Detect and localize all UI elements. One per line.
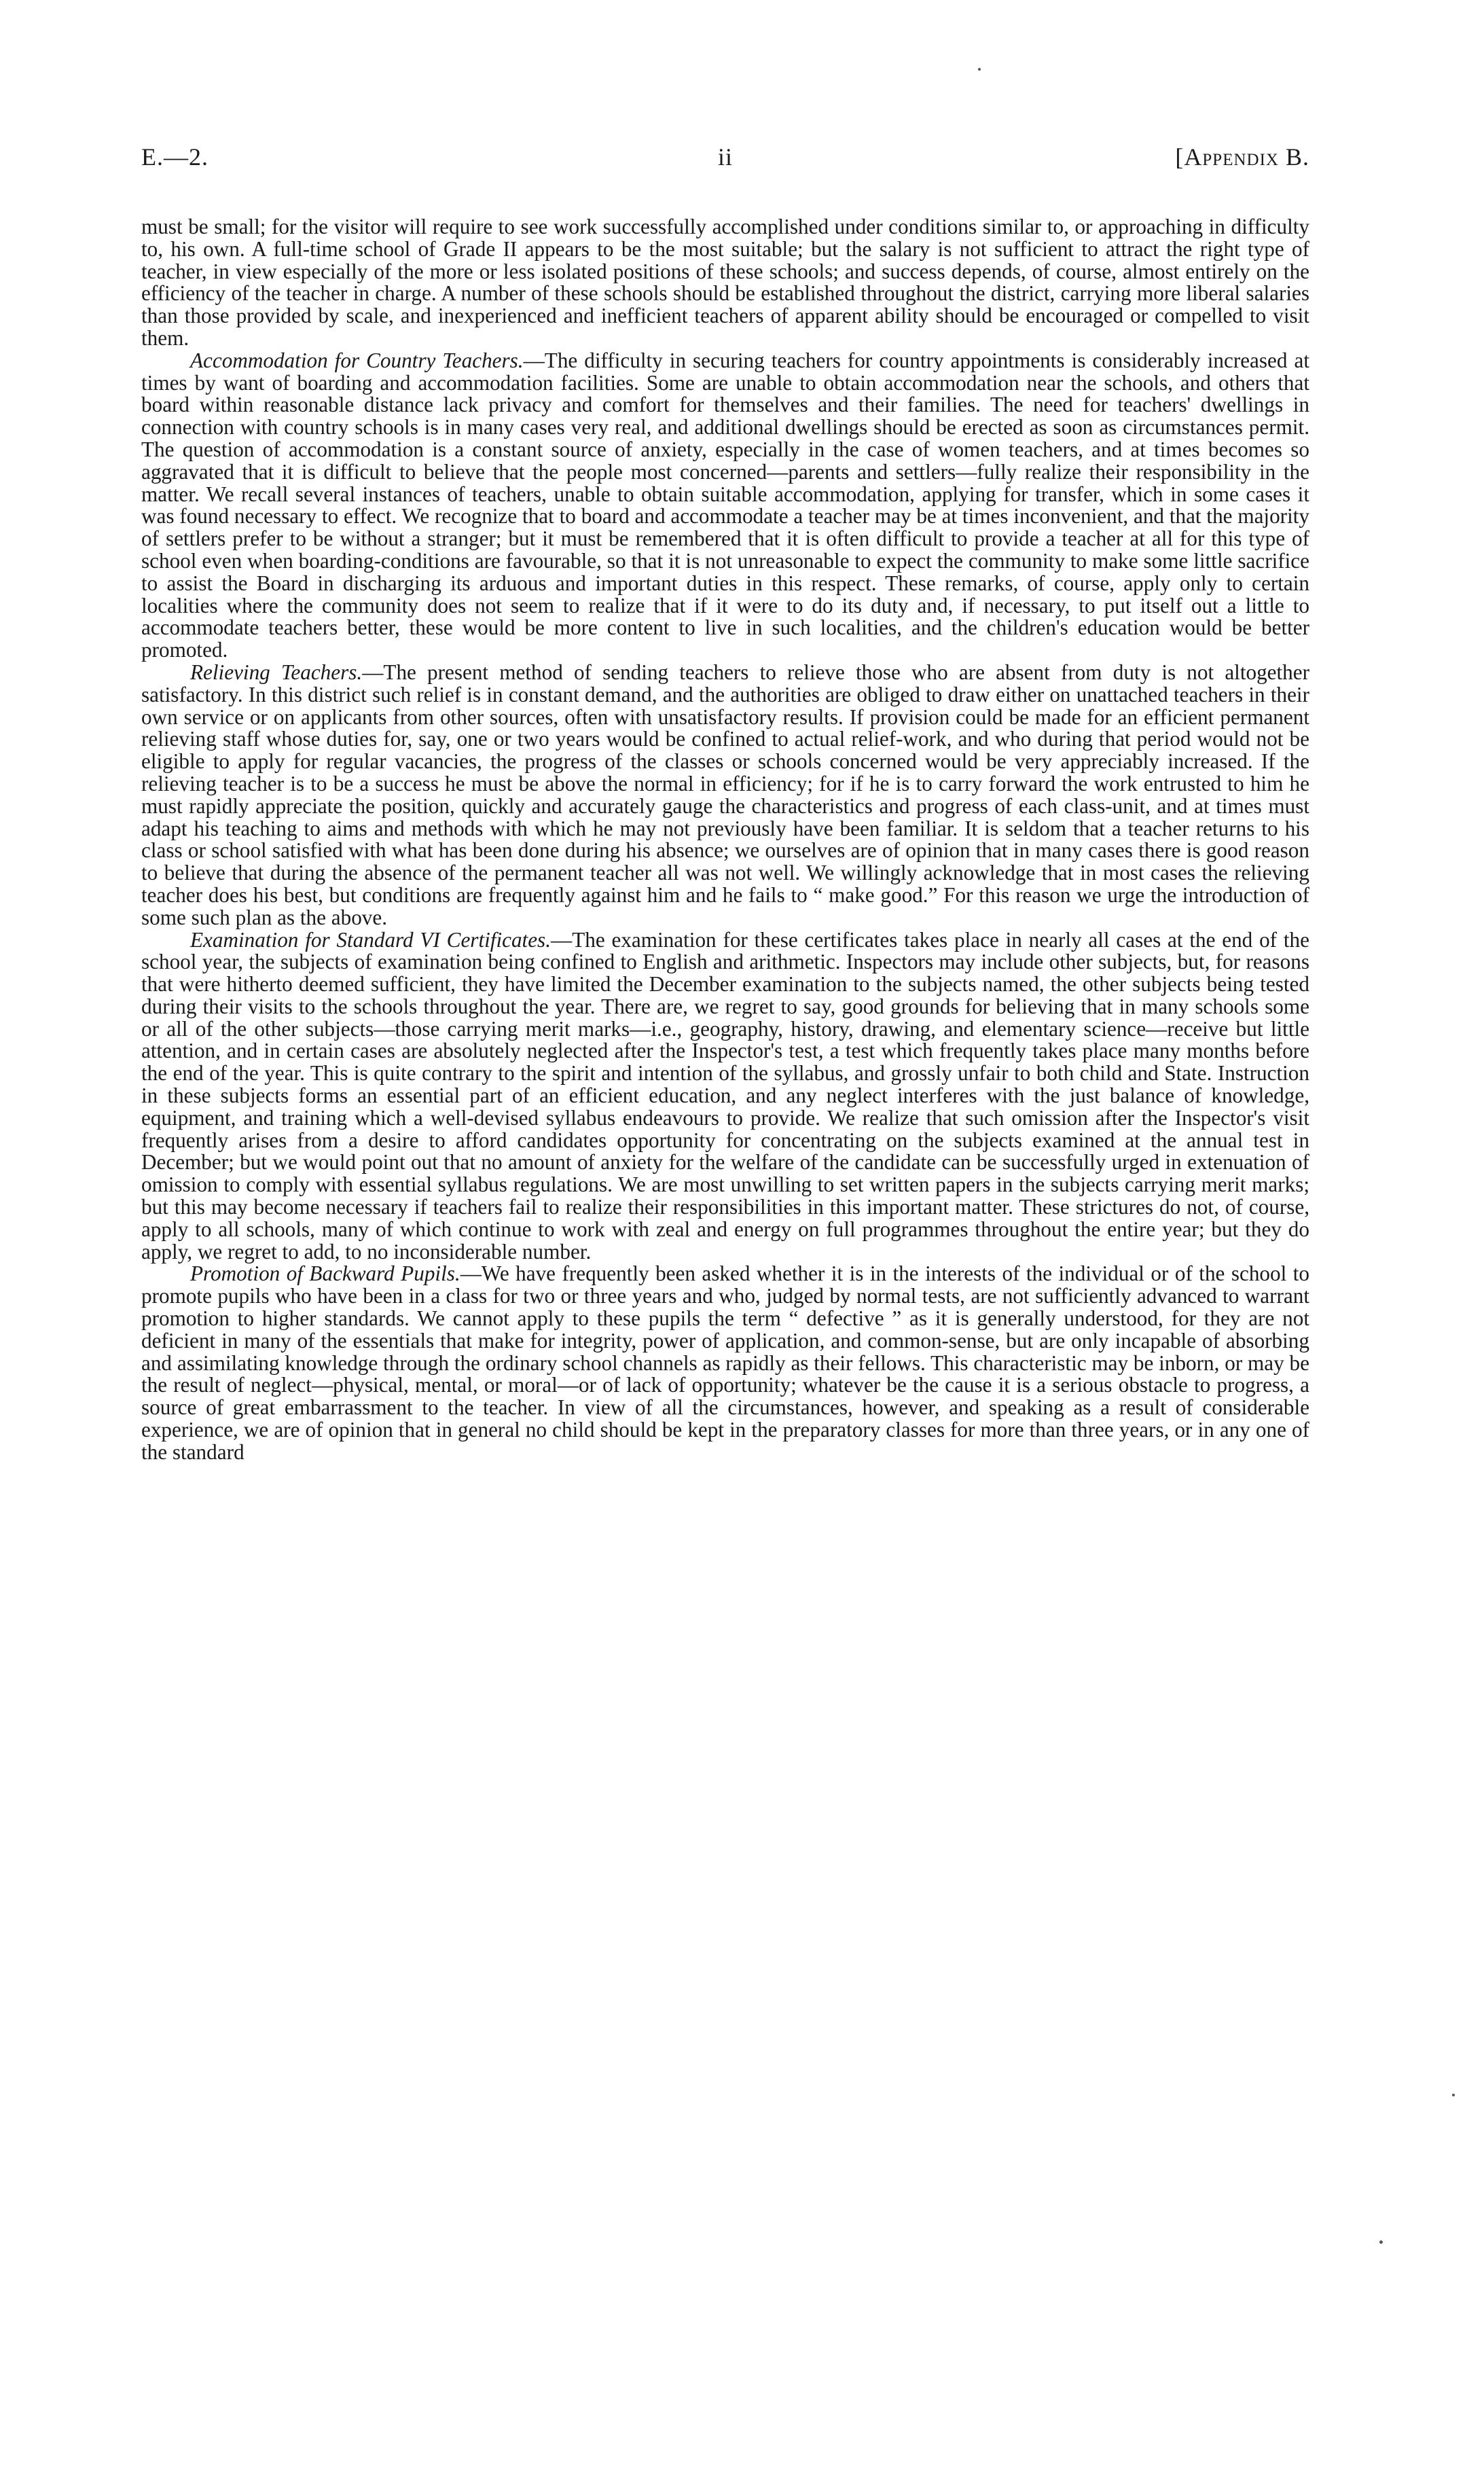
page-number: ii [717, 143, 733, 171]
paragraph-heading: Relieving Teachers. [190, 660, 363, 684]
page-header [141, 143, 1309, 190]
scan-speck [1379, 2240, 1383, 2244]
paragraph-continuation [141, 216, 1309, 350]
scan-speck [1452, 2094, 1455, 2096]
paragraph-text: —The present method of sending teachers to relieve those who are absent from duty is not altogether satisfactory. In this district such relief is in constant demand, and the authorities are obliged to draw either on unattached teachers in their own service or on applicants from other sources, often with unsatisfactory results. If provision could be made for an efficient permanent relieving staff whose duties for, say, one or two years would be confined to actual relief-work, and who during that period would not be eligible to apply for regular vacancies, the progress of the classes or schools concerned would be very appreciably increased. If the relieving teacher is to be a success he must be above the normal in efficiency; for if he is to carry forward the work entrusted to him he must rapidly appreciate the position, quickly and accurately gauge the characteristics and progress of each class-unit, and at times must adapt his teaching to aims and methods with which he may not previously have been familiar. It is seldom that a teacher returns to his class or school satisfied with what has been done during his absence; we ourselves are of opinion that in many cases there is good reason to believe that during the absence of the permanent teacher all was not well. We willingly acknowledge that in most cases the relieving teacher does his best, but conditions are frequently against him and he fails to “ make good.” For this reason we urge the introduction of some such plan as the above. [141, 660, 1310, 929]
paragraph-text: —We have frequently been asked whether it is in the interests of the individual or of the school to promote pupils who have been in a class for two or three years and who, judged by normal tests, are not sufficiently advanced to warrant promotion to higher standards. We cannot apply to these pupils the term “ defective ” as it is generally understood, for they are not deficient in many of the essentials that make for integrity, power of application, and common-sense, but are only incapable of absorbing and assimilating knowledge through the ordinary school channels as rapidly as their fellows. This characteristic may be inborn, or may be the result of neglect—physical, mental, or moral—or of lack of opportunity; whatever be the cause it is a serious obstacle to progress, a source of great embarrassment to the teacher. In view of all the circumstances, however, and speaking as a result of considerable experience, we are of opinion that in general no child should be kept in the preparatory classes for more than three years, or in any one of the standard [141, 1262, 1309, 1464]
paragraph-heading: Promotion of Backward Pupils. [190, 1262, 460, 1286]
paragraph-backward-pupils [141, 1263, 1309, 1463]
paragraph-relieving-teachers [141, 662, 1309, 929]
paragraph-accommodation [141, 350, 1309, 662]
report-reference: E.—2. [141, 143, 209, 171]
document-page [141, 143, 1309, 1464]
appendix-label: [Appendix B. [1175, 143, 1309, 171]
scan-speck [978, 68, 981, 71]
paragraph-text: must be small; for the visitor will require to see work successfully accomplished under conditions similar to, or approaching in difficulty to, his own. A full-time school of Grade II appears to be the most suitable; but the salary is not sufficient to attract the right type of teacher, in view especially of the more or less isolated positions of these schools; and success depends, of course, almost entirely on the efficiency of the teacher in charge. A number of these schools should be established throughout the district, carrying more liberal salaries than those provided by scale, and inexperienced and inefficient teachers of apparent ability should be encouraged or compelled to visit them. [141, 215, 1309, 350]
paragraph-heading: Examination for Standard VI Certificates. [190, 927, 551, 952]
body-text [141, 216, 1309, 1464]
paragraph-heading: Accommodation for Country Teachers. [190, 348, 524, 372]
paragraph-text: —The examination for these certificates takes place in nearly all cases at the end of the school year, the subjects of examination being confined to English and arithmetic. Inspectors may include other subjects, but, for reasons that were hitherto deemed sufficient, they have limited the December examination to the subjects named, the other subjects being tested during their visits to the schools throughout the year. There are, we regret to say, good grounds for believing that in many schools some or all of the other subjects—those carrying merit marks—i.e., geography, history, drawing, and elementary science—receive but little attention, and in certain cases are absolutely neglected after the Inspector's test, a test which frequently takes place many months before the end of the year. This is quite contrary to the spirit and intention of the syllabus, and grossly unfair to both child and State. Instruction in these subjects forms an essential part of an efficient education, and any neglect interferes with the just balance of knowledge, equipment, and training which a well-devised syllabus endeavours to provide. We realize that such omission after the Inspector's visit frequently arises from a desire to afford candidates opportunity for concentrating on the subjects examined at the annual test in December; but we would point out that no amount of anxiety for the welfare of the candidate can be successfully urged in extenuation of omission to comply with essential syllabus regulations. We are most unwilling to set written papers in the subjects carrying merit marks; but this may become necessary if teachers fail to realize their responsibilities in this important matter. These strictures do not, of course, apply to all schools, many of which continue to work with zeal and energy on full programmes throughout the entire year; but they do apply, we regret to add, to no inconsiderable number. [141, 927, 1309, 1264]
paragraph-text: —The difficulty in securing teachers for country appointments is considerably increased at times by want of boarding and accommodation facilities. Some are unable to obtain accommodation near the schools, and others that board within reasonable distance lack privacy and comfort for themselves and their families. The need for teachers' dwellings in connection with country schools is in many cases very real, and additional dwellings should be erected as soon as circumstances permit. The question of accommodation is a constant source of anxiety, especially in the case of women teachers, and at times becomes so aggravated that it is difficult to believe that the people most concerned—parents and settlers—fully realize their responsibility in the matter. We recall several instances of teachers, unable to obtain suitable accommodation, applying for transfer, which in some cases it was found necessary to effect. We recognize that to board and accommodate a teacher may be at times inconvenient, and that the majority of settlers prefer to be without a stranger; but it must be remembered that it is often difficult to provide a teacher at all for this type of school even when boarding-conditions are favourable, so that it is not unreasonable to expect the community to make some little sacrifice to assist the Board in discharging its arduous and important duties in this respect. These remarks, of course, apply only to certain localities where the community does not seem to realize that if it were to do its duty and, if necessary, to put itself out a little to accommodate teachers better, these would be more content to live in such localities, and the children's education would be better promoted. [141, 348, 1309, 662]
paragraph-standard-vi-examination [141, 929, 1309, 1264]
